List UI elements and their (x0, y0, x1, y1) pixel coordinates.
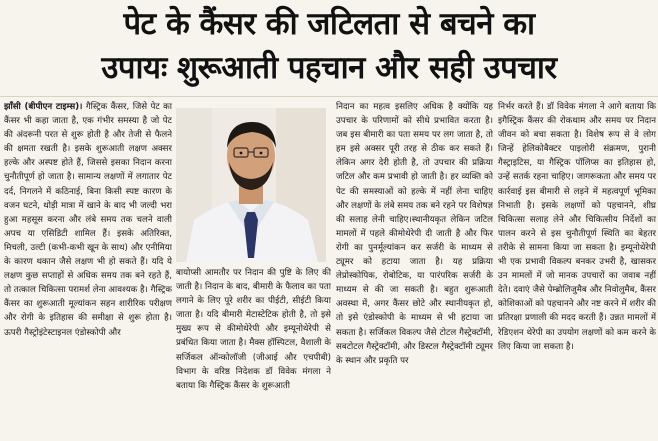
doctor-portrait-image (176, 108, 326, 262)
article-column-4 (498, 100, 656, 441)
doctor-photo (176, 108, 326, 262)
article-column-1 (4, 100, 172, 441)
column-2-text: बायोप्सी आमतौर पर निदान की पुष्टि के लिए की जाती है। निदान के बाद, बीमारी के फैलाव का पता लगाने के लिए पूरे शरीर का पीईटी, सीईटी किया जाता है। यदि बीमारी मेटास्टेटिक होती है, तो इसे मुख्य रूप से कीमोथेरेपी और इम्यूनोथेरेपी से प्रबंधित किया जाता है। मैक्स हॉस्पिटल, वैशाली के सर्जिकल ऑन्कोलॉजी (जीआई और एचपीबी) विभाग के वरिष्ठ निदेशक डॉ विवेक मंगला ने बताया कि गैस्ट्रिक कैंसर के शुरूआती (176, 268, 331, 391)
column-4-text: निर्भर करते हैं। डॉ विवेक मंगला ने आगे बताया कि इगैस्ट्रिक कैंसर की रोकथाम और समय पर निदान जीवन को बचा सकता है। विशेष रूप से वे लोग जिन्हें हेलिकोबैक्टर पाइलोरी संक्रमण, पुरानी गैस्ट्राइटिस, या गैस्ट्रिक पॉलिप्स का इतिहास हो, उन्हें सतर्क रहना चाहिए। जागरूकता और समय पर कार्रवाई इस बीमारी से लड़ने में महत्वपूर्ण भूमिका निभाती है। इसके लक्षणों को पहचानने, शीघ्र चिकित्सा सलाह लेने और चिकित्सीय निर्देशों का पालन करने से इस चुनौतीपूर्ण स्थिति का बेहतर तरीके से सामना किया जा सकता है। इम्यूनोथेरेपी भी एक प्रभावी विकल्प बनकर उभरी है, खासकर उन मामलों में जो मानक उपचारों का जवाब नहीं देते। दवाएं जैसे पेम्ब्रोलिजुमैब और निवोलुमैब, कैंसर कोशिकाओं को पहचानने और नष्ट करने में शरीर की प्रतिरक्षा प्रणाली की मदद करती हैं। उन्नत मामलों में रेडिएशन थेरेपी का उपयोग लक्षणों को कम करने के लिए किया जा सकता है। (498, 102, 656, 352)
dateline: झाँसी (बीपीएन टाइम्स)। (4, 102, 83, 112)
headline-divider (0, 96, 658, 97)
article-column-3 (336, 100, 493, 441)
column-3-text: निदान का महत्व इसलिए अधिक है क्योंकि यह उपचार के परिणामों को सीधे प्रभावित करता है। जब इस बीमारी का पता समय पर लग जाता है, तो हम इसे अक्सर पूरी तरह से ठीक कर सकते हैं। लेकिन अगर देरी होती है, तो उपचार की प्रक्रिया जटिल और कम प्रभावी हो जाती है। हर व्यक्ति को पेट की समस्याओं को हल्के में नहीं लेना चाहिए और लक्षणों के लंबे समय तक बने रहने पर विशेषज्ञ की सलाह लेनी चाहिए।स्थानीयकृत लेकिन जटिल मामलों में पहले कीमोथेरेपी दी जाती है और फिर रोगी का पुनर्मूल्यांकन कर सर्जरी के माध्यम से ट्यूमर को हटाया जाता है। यह प्रक्रिया लेप्रोस्कोपिक, रोबोटिक, या पारंपरिक सर्जरी के माध्यम से की जा सकती है। बहुत शुरूआती अवस्था में, अगर कैंसर छोटे और स्थानीयकृत हो, तो इसे एंडोस्कोपी के माध्यम से भी हटाया जा सकता है। सर्जिकल विकल्प जैसे टोटल गैस्ट्रेक्टॉमी, सबटोटल गैस्ट्रेक्टॉमी, और डिस्टल गैस्ट्रेक्टॉमी ट्यूमर के स्थान और प्रकृति पर (336, 102, 493, 366)
headline (0, 0, 658, 96)
headline-line-2: उपायः शुरूआती पहचान और सही उपचार (101, 50, 557, 86)
column-1-text: गैस्ट्रिक कैंसर, जिसे पेट का कैंसर भी कहा जाता है, एक गंभीर समस्या है जो पेट की अंदरूनी परत से शुरू होती है और तेजी से फैलने की क्षमता रखती है। इसके शुरूआती लक्षण अक्सर हल्के और अस्पष्ट होते हैं, जिससे इसका निदान करना चुनौतीपूर्ण हो जाता है। सामान्य लक्षणों में लगातार पेट दर्द, निगलने में कठिनाई, बिना किसी स्पष्ट कारण के वजन घटने, थोड़ी मात्रा में खाने के बाद भी जल्दी भरा हुआ महसूस करना और लंबे समय तक चलने वाली अपच या एसिडिटी शामिल हैं। इसके अतिरिक्त, मिचली, उल्टी (कभी-कभी खून के साथ) और एनीमिया के कारण थकान जैसे लक्षण भी हो सकते हैं। यदि ये लक्षण कुछ सप्ताहों से अधिक समय तक बने रहते हैं, तो तत्काल चिकित्सा परामर्श लेना आवश्यक है। गैस्ट्रिक कैंसर का शुरूआती मूल्यांकन सहन शारीरिक परीक्षण और रोगी के इतिहास की समीक्षा से शुरू होता है। ऊपरी गैस्ट्रोइंटेस्टाइनल एंडोस्कोपी और (4, 102, 172, 338)
headline-line-1: पेट के कैंसर की जटिलता से बचने का (123, 6, 535, 42)
article-column-2 (176, 266, 331, 441)
